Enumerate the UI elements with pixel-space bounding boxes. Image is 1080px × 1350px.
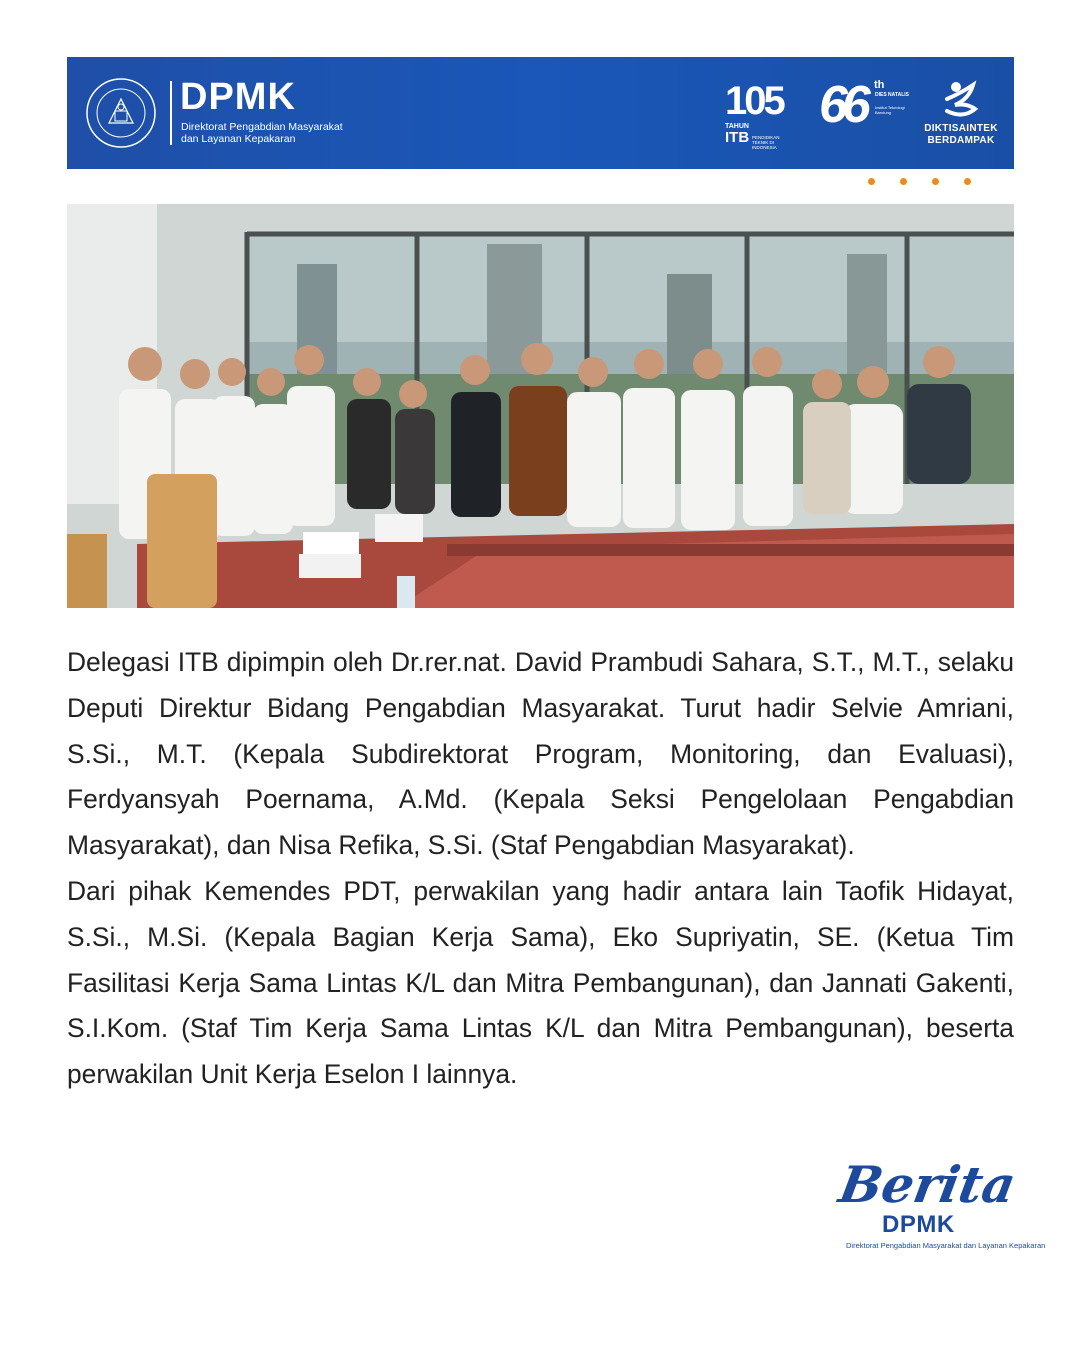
badge105-caption: PENDIDIKAN TEKNIK DI INDONESIA xyxy=(752,135,780,150)
brand-subtitle-line2: dan Layanan Kepakaran xyxy=(181,133,296,145)
brand-name: DPMK xyxy=(180,76,296,118)
footer-brand: DPMK xyxy=(882,1211,955,1238)
berita-dpmk-logo xyxy=(834,1155,1046,1255)
badge66-caption2: Institut Teknologi Bandung xyxy=(875,105,905,115)
footer-brand-sub: Direktorat Pengabdian Masyarakat dan Layanan Kepakaran xyxy=(846,1241,1046,1250)
diktisaintek-logo xyxy=(915,79,1007,151)
brand-subtitle-line1: Direktorat Pengabdian Masyarakat xyxy=(181,121,343,133)
itb-seal-logo xyxy=(85,77,157,149)
dot xyxy=(932,178,939,185)
badge66-number: 66 xyxy=(819,76,865,134)
dot xyxy=(868,178,875,185)
brand-subtitle xyxy=(181,121,351,145)
article-body xyxy=(67,640,1014,1098)
group-photo xyxy=(67,204,1014,608)
article-paragraph-1: Delegasi ITB dipimpin oleh Dr.rer.nat. David Prambudi Sahara, S.T., M.T., selaku Deputi Direktur Bidang Pengabdian Masyarakat. Turut hadir Selvie Amriani, S.Si., M.T. (Kepala Subdirektorat Program, Monitoring, dan Evaluasi), Ferdyansyah Poernama, A.Md. (Kepala Seksi Pengelolaan Pengabdian Masyarakat), dan Nisa Refika, S.Si. (Staf Pengabdian Masyarakat). xyxy=(67,647,1014,861)
dikti-line1: DIKTISAINTEK xyxy=(924,123,998,134)
brand-divider xyxy=(170,81,172,145)
dies-natalis-66-logo xyxy=(819,76,909,149)
dot xyxy=(900,178,907,185)
badge105-tahun: TAHUN xyxy=(725,123,749,130)
badge105-itb: ITB xyxy=(725,129,750,146)
berita-script-title: Berita xyxy=(834,1155,1021,1214)
itb-105-years-logo xyxy=(725,79,795,149)
diktisaintek-figure-icon xyxy=(943,79,979,119)
dot xyxy=(964,178,971,185)
header-banner xyxy=(67,57,1014,169)
article-paragraph-2: Dari pihak Kemendes PDT, perwakilan yang hadir antara lain Taofik Hidayat, S.Si., M.Si. (Kepala Bagian Kerja Sama), Eko Supriyatin, SE. (Ketua Tim Fasilitasi Kerja Sama Lintas K/L dan Mitra Pembangunan), dan Jannati Gakenti, S.I.Kom. (Staf Tim Kerja Sama Lintas K/L dan Mitra Pembangunan), beserta perwakilan Unit Kerja Eselon I lainnya. xyxy=(67,875,1014,1090)
dikti-line2: BERDAMPAK xyxy=(927,135,995,146)
badge66-th: th xyxy=(874,79,885,91)
badge105-number: 105 xyxy=(725,79,783,123)
badge66-caption: DIES NATALIS xyxy=(875,92,909,98)
